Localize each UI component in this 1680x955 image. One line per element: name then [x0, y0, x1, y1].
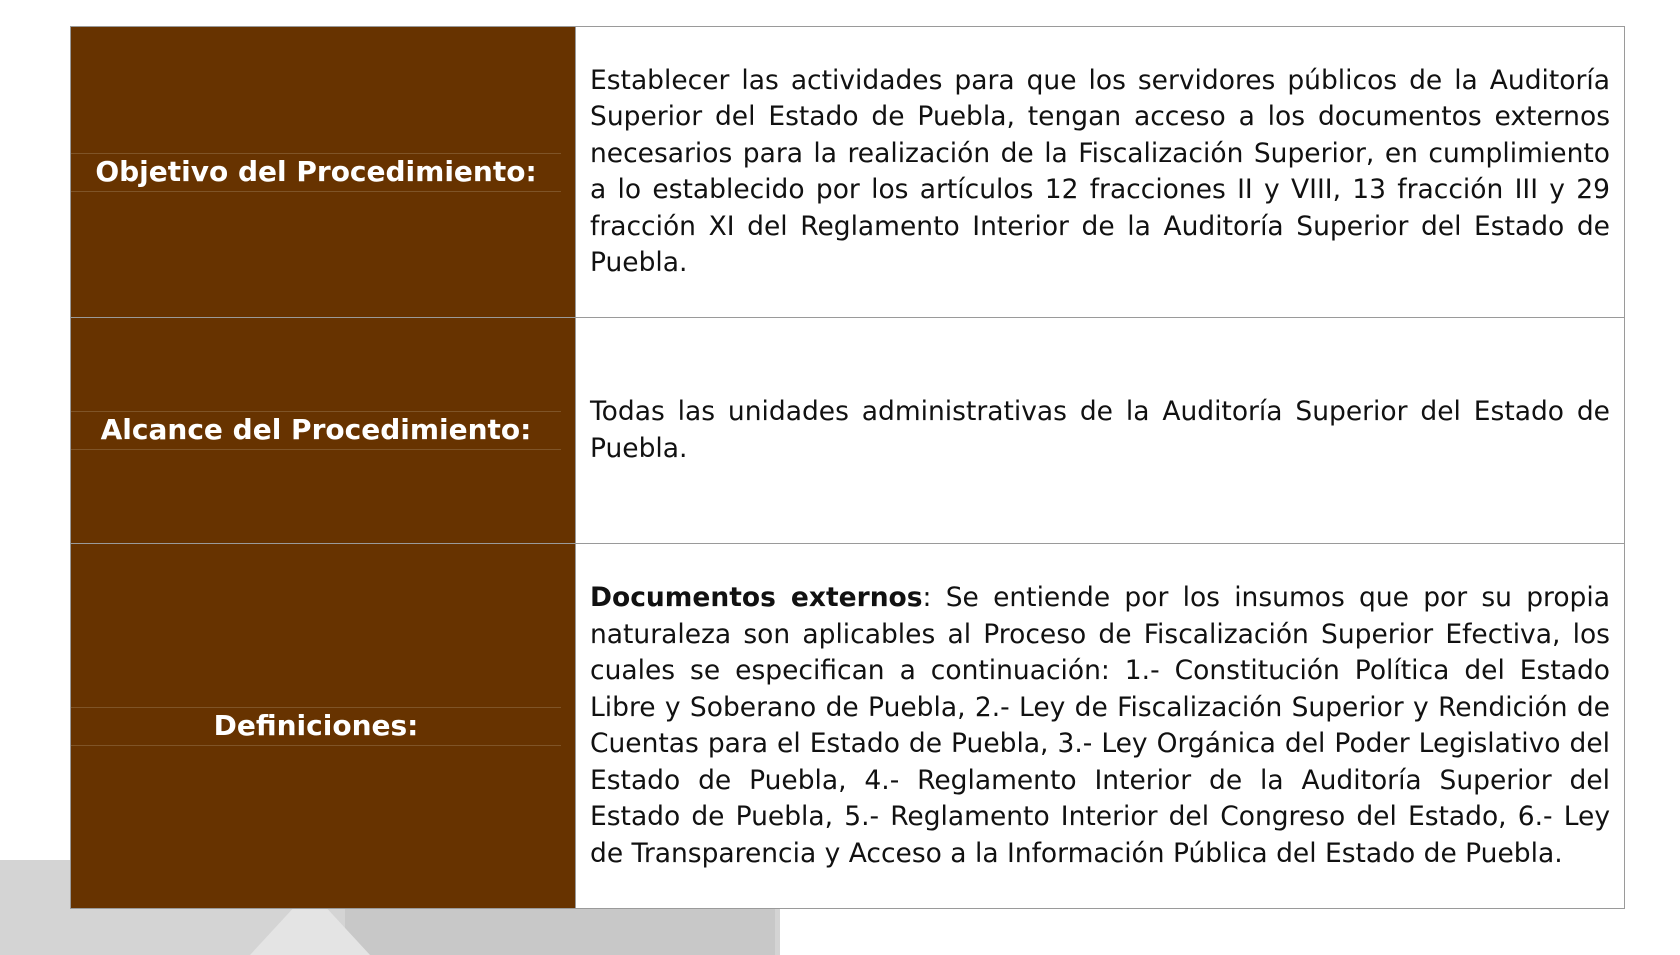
content-cell-alcance	[576, 318, 1625, 544]
definiciones-paragraph	[590, 580, 1610, 872]
content-cell-definiciones	[576, 544, 1625, 909]
label-cell-objetivo	[71, 27, 576, 318]
definiciones-term: Documentos externos	[590, 582, 923, 613]
objetivo-label: Objetivo del Procedimiento:	[71, 153, 561, 192]
table-row-alcance	[71, 318, 1625, 544]
table-row-definiciones	[71, 544, 1625, 909]
definiciones-label: Definiciones:	[71, 707, 561, 746]
procedure-table	[70, 26, 1625, 909]
label-cell-definiciones	[71, 544, 576, 909]
table-row-objetivo	[71, 27, 1625, 318]
label-cell-alcance	[71, 318, 576, 544]
content-cell-objetivo	[576, 27, 1625, 318]
definiciones-text: : Se entiende por los insumos que por su propia naturaleza son aplicables al Proceso de Fiscalización Superior Efectiva, los cuales se especifican a continuación: 1.- Constitución Política del Estado Libre y Soberano de Puebla, 2.- Ley de Fiscalización Superior y Rendición de Cuentas para el Estado de Puebla, 3.- Ley Orgánica del Poder Legislativo del Estado de Puebla, 4.- Reglamento Interior de la Auditoría Superior del Estado de Puebla, 5.- Reglamento Interior del Congreso del Estado, 6.- Ley de Transparencia y Acceso a la Información Pública del Estado de Puebla.	[590, 582, 1610, 869]
alcance-label: Alcance del Procedimiento:	[71, 411, 561, 450]
alcance-text: Todas las unidades administrativas de la Auditoría Superior del Estado de Puebla.	[590, 396, 1610, 464]
objetivo-text: Establecer las actividades para que los servidores públicos de la Auditoría Superior del Estado de Puebla, tengan acceso a los documentos externos necesarios para la realización de la Fiscalización Superior, en cumplimiento a lo establecido por los artículos 12 fracciones II y VIII, 13 fracción III y 29 fracción XI del Reglamento Interior de la Auditoría Superior del Estado de Puebla.	[590, 64, 1610, 278]
